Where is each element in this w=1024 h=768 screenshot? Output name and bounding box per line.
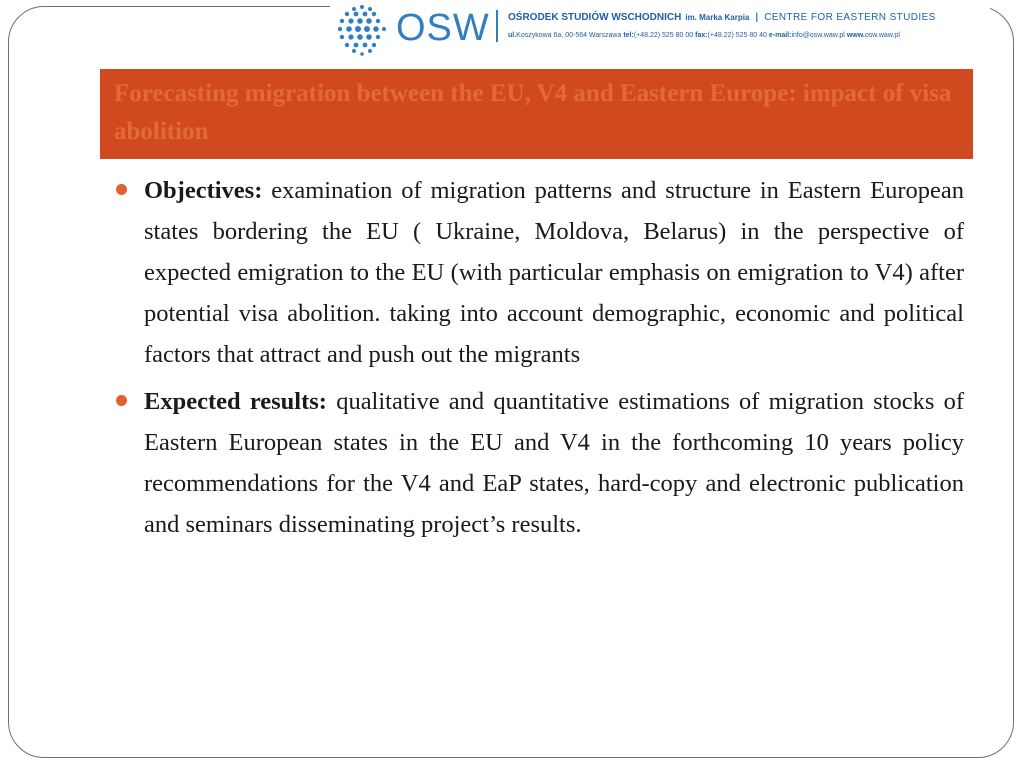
bullet-heading: Expected results: — [144, 388, 327, 415]
fax-label: fax: — [695, 32, 708, 39]
tel-value: (+48.22) 525 80 00 — [633, 32, 694, 39]
bullet-text: qualitative and quantitative estimations of migration stocks of Eastern European states in the EU and V4 in the forthcoming 10 years policy recommendations for the V4 and EaP states, hard-copy and electronic publication and seminars disseminating project’s results. — [144, 388, 965, 538]
org-name-polish: OŚRODEK STUDIÓW WSCHODNICH — [508, 12, 682, 23]
globe-dots-icon — [334, 2, 390, 58]
bullet-objectives — [112, 170, 964, 375]
org-separator: | — [755, 12, 759, 23]
www-label: www. — [846, 32, 865, 39]
title-banner — [100, 69, 973, 159]
contact-line — [508, 32, 900, 39]
bullet-expected-results — [112, 381, 964, 545]
tel-label: tel: — [623, 32, 634, 39]
address-value: Koszykowa 6a, 00-564 Warszawa — [516, 32, 622, 39]
bullet-heading: Objectives: — [144, 177, 263, 204]
bullet-dot-icon — [116, 184, 127, 195]
bullet-dot-icon — [116, 395, 127, 406]
address-label: ul. — [508, 32, 517, 39]
email-label: e-mail: — [768, 32, 792, 39]
osw-logo-header — [330, 0, 990, 62]
slide-title: Forecasting migration between the EU, V4 and Eastern Europe: impact of visa abolition — [114, 80, 952, 145]
bullet-list — [112, 170, 964, 551]
email-value: info@osw.waw.pl — [791, 32, 845, 39]
osw-logo-text: OSW — [396, 7, 490, 49]
bullet-text: examination of migration patterns and structure in Eastern European states bordering the EU ( Ukraine, Moldova, Belarus) in the perspective of expected emigration to the EU (with particular emphasis on emigration to V4) after potential visa abolition. taking into account demographic, economic and political factors that attract and push out the migrants — [144, 177, 965, 368]
logo-divider — [496, 10, 498, 42]
org-patron: im. Marka Karpia — [685, 13, 750, 22]
org-name-line — [508, 12, 936, 23]
org-name-english: CENTRE FOR EASTERN STUDIES — [764, 12, 936, 23]
www-value: osw.waw.pl — [864, 32, 900, 39]
fax-value: (+48.22) 525 80 40 — [707, 32, 767, 39]
